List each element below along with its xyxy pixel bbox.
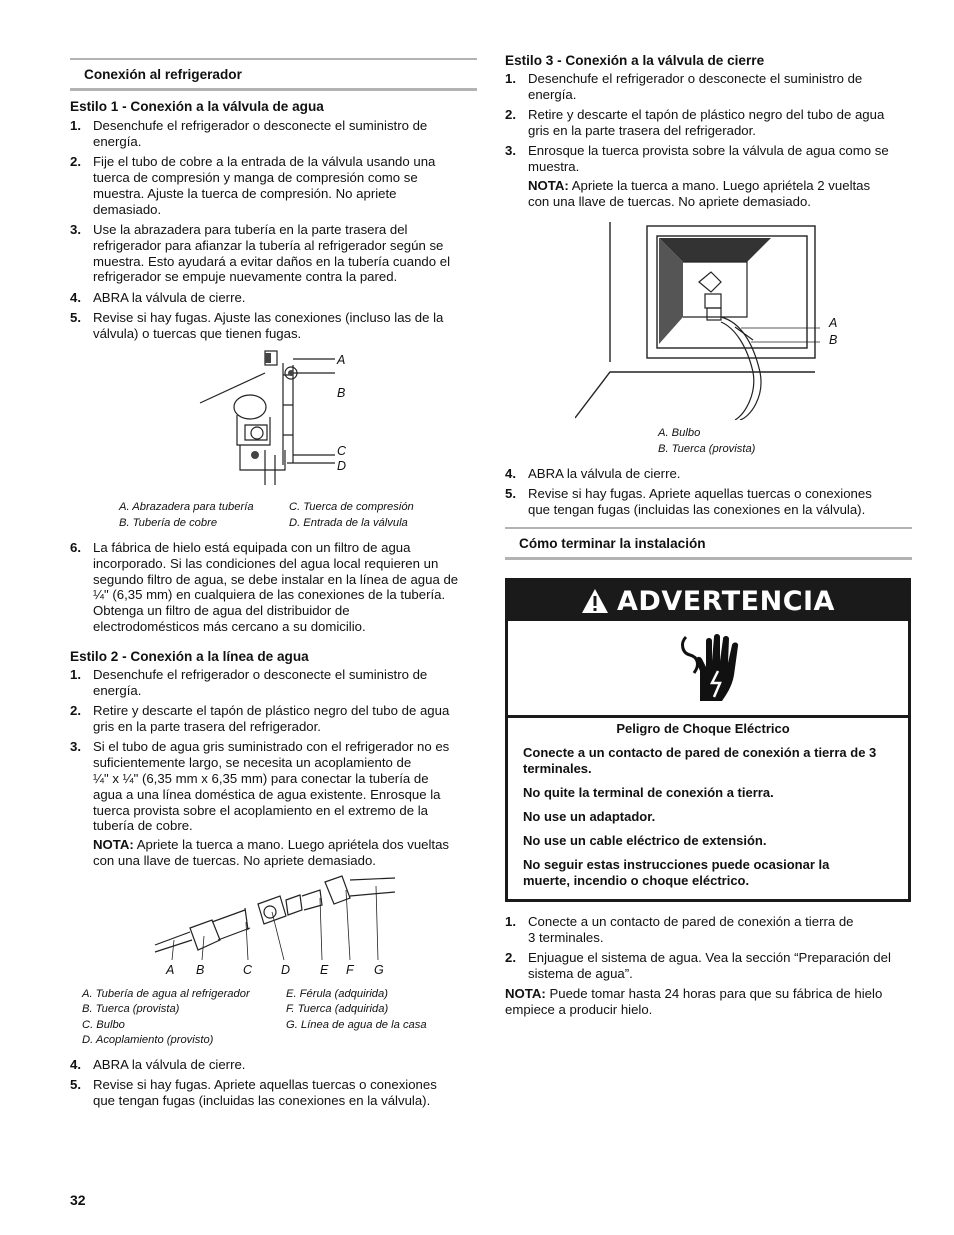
step-line: Revise si hay fugas. Apriete aquellas tuercas o conexiones — [528, 486, 872, 502]
fig1-label-d: D — [337, 459, 347, 473]
step-text — [528, 107, 912, 139]
step-line: energía. — [93, 133, 142, 149]
fig3-label-a: A — [829, 316, 838, 330]
step-line: segundo filtro de agua, se debe instalar en la línea de agua de — [93, 571, 459, 587]
step-line: incorporado. Si las condiciones del agua local requieren un — [93, 555, 439, 571]
valve-clamp-figure — [195, 345, 360, 495]
step-line: válvula) o tuercas que tienen fugas. — [93, 325, 302, 341]
warning-heading: Peligro de Choque Eléctrico — [616, 721, 790, 736]
fig2-caption-e: E. Férula (adquirida) — [286, 988, 388, 1000]
step-number: 3. — [70, 739, 81, 755]
section-title-connection: Conexión al refrigerador — [84, 67, 242, 82]
style1-title: Estilo 1 - Conexión a la válvula de agua — [70, 99, 324, 114]
step-text — [93, 540, 477, 635]
step-line: Obtenga un filtro de agua del distribuidor de — [93, 603, 350, 619]
warning-title: ADVERTENCIA — [617, 585, 835, 617]
step-text — [528, 466, 912, 482]
fig2-label-g: G — [374, 963, 384, 977]
fig2-label-f: F — [346, 963, 354, 977]
fig3-caption-a: A. Bulbo — [658, 427, 701, 439]
step-number: 6. — [70, 540, 81, 555]
step-line: Fije el tubo de cobre a la entrada de la válvula usando una — [93, 154, 436, 170]
finish-note-line2: empiece a producir hielo. — [505, 1001, 653, 1017]
finish-section-title: Cómo terminar la instalación — [519, 536, 706, 551]
fig2-caption-g: G. Línea de agua de la casa — [286, 1019, 427, 1031]
step-line: muestra. Ajuste la tuerca de compresión. No apriete — [93, 185, 397, 201]
step-text — [93, 310, 477, 342]
step-number: 2. — [505, 107, 516, 123]
step-number: 1. — [505, 914, 516, 929]
step-number: 2. — [70, 703, 81, 719]
step-line: Enrosque la tuerca provista sobre la válvula de agua como se — [528, 143, 889, 159]
step-line: refrigerador para afianzar la tubería al refrigerador según se — [93, 237, 444, 253]
fig1-caption-c: C. Tuerca de compresión — [289, 501, 414, 513]
fig2-label-d: D — [281, 963, 291, 977]
step-line: muestra. — [528, 159, 580, 175]
step-line: Retire y descarte el tapón de plástico negro del tubo de agua — [528, 107, 885, 123]
style3-note-line1: Apriete la tuerca a mano. Luego apriételа 2 vueltas — [568, 178, 871, 193]
step-line: refrigerador se empuje nuevamente contra la pared. — [93, 269, 398, 285]
fig2-caption-d: D. Acoplamiento (provisto) — [82, 1034, 214, 1046]
step-text — [93, 1057, 477, 1073]
step-number: 5. — [70, 310, 81, 326]
warning-line-1: Conecte a un contacto de pared de conexión a tierra de 3 terminales. — [523, 745, 877, 776]
step-line: Si el tubo de agua gris suministrado con el refrigerador no es — [93, 739, 450, 755]
warning-line-2: No quite la terminal de conexión a tierra. — [523, 785, 774, 800]
water-line-fittings-figure — [150, 870, 400, 965]
step-text — [93, 703, 477, 735]
step-line: Desenchufe el refrigerador o desconecte el suministro de — [93, 667, 428, 682]
step-text — [93, 118, 477, 150]
step-text — [528, 71, 912, 103]
finish-note-line1: Puede tomar hasta 24 horas para que su fábrica de hielo — [545, 986, 883, 1001]
style2-note-line1: Apriete la tuerca a mano. Luego apriételа dos vueltas — [133, 837, 450, 852]
fig1-caption-a: A. Abrazadera para tubería — [119, 501, 254, 513]
step-number: 4. — [70, 289, 81, 305]
step-text — [93, 222, 477, 285]
step-number: 1. — [505, 71, 516, 86]
step-line: Revise si hay fugas. Ajuste las conexiones (incluso las de la — [93, 310, 444, 326]
fig2-label-b: B — [196, 963, 205, 977]
step-line: suficientemente largo, se necesita un acoplamiento de — [93, 755, 412, 771]
step-number: 4. — [505, 466, 516, 481]
step-line: ¼" x ¼" (6,35 mm x 6,35 mm) para conectar la tubería de — [93, 770, 429, 786]
fig1-label-a: A — [337, 353, 346, 367]
warning-line-4: No use un cable eléctrico de extensión. — [523, 833, 767, 848]
step-line: ABRA la válvula de cierre. — [93, 289, 246, 305]
step-text — [93, 154, 477, 217]
step-line: gris en la parte trasera del refrigerador. — [93, 718, 321, 734]
step-line: Use la abrazadera para tubería en la parte trasera del — [93, 222, 408, 237]
warning-line-5: No seguir estas instrucciones puede ocasionar la muerte, incendio o choque eléctrico. — [523, 857, 830, 888]
step-line: demasiado. — [93, 201, 162, 217]
step-line: ABRA la válvula de cierre. — [93, 1057, 246, 1072]
style2-title: Estilo 2 - Conexión a la línea de agua — [70, 649, 309, 664]
step-line: Desenchufe el refrigerador o desconecte el suministro de — [528, 71, 863, 86]
fig2-caption-a: A. Tubería de agua al refrigerador — [82, 988, 250, 1000]
fig2-label-e: E — [320, 963, 329, 977]
step-number: 5. — [70, 1077, 81, 1093]
step-line: tuerca de compresión y manga de compresión como se — [93, 169, 418, 185]
style2-note-label: NOTA: — [93, 837, 134, 852]
step-number: 3. — [70, 222, 81, 237]
warning-triangle-icon — [581, 588, 609, 614]
step-line: sistema de agua”. — [528, 965, 633, 981]
finish-note — [505, 986, 912, 1018]
warning-box — [505, 578, 911, 902]
style3-note — [528, 178, 912, 210]
fig2-caption-c: C. Bulbo — [82, 1019, 125, 1031]
step-line: ABRA la válvula de cierre. — [528, 466, 681, 481]
step-line: Conecte a un contacto de pared de conexión a tierra de — [528, 914, 854, 929]
step-line: tubería de cobre. — [93, 818, 193, 834]
section-rule-bottom — [70, 88, 477, 91]
style3-note-line2: con una llave de tuercas. No apriete demasiado. — [528, 193, 811, 209]
step-number: 2. — [70, 154, 81, 170]
step-number: 2. — [505, 950, 516, 966]
fig1-label-b: B — [337, 386, 346, 400]
step-text — [93, 290, 477, 306]
fig2-label-c: C — [243, 963, 253, 977]
fig3-label-b: B — [829, 333, 838, 347]
warning-icon-row — [508, 621, 908, 718]
step-number: 1. — [70, 118, 81, 133]
electric-shock-hand-icon — [678, 631, 748, 703]
step-number: 4. — [70, 1057, 81, 1072]
step-line: tuerca provista sobre el acoplamiento en el extremo de la — [93, 802, 428, 818]
step-line: muestra. Esto ayudará a evitar daños en la tubería cuando el — [93, 253, 451, 269]
finish-rule-bottom — [505, 557, 912, 560]
step-text — [528, 950, 912, 982]
fig1-label-c: C — [337, 444, 347, 458]
step-number: 5. — [505, 486, 516, 502]
step-line: La fábrica de hielo está equipada con un filtro de agua — [93, 540, 411, 555]
step-line: que tengan fugas (incluidas las conexiones en la válvula). — [93, 1093, 431, 1109]
finish-note-label: NOTA: — [505, 986, 546, 1001]
style2-note-line2: con una llave de tuercas. No apriete demasiado. — [93, 852, 376, 868]
step-line: ¼" (6,35 mm) en cualquiera de las conexiones de la tubería. — [93, 587, 446, 603]
warning-body — [523, 721, 898, 897]
step-text — [93, 667, 477, 699]
fig2-caption-f: F. Tuerca (adquirida) — [286, 1003, 389, 1015]
fig2-label-a: A — [166, 963, 175, 977]
shutoff-valve-figure — [575, 222, 820, 420]
step-line: electrodomésticos más cercano a su domicilio. — [93, 618, 366, 634]
step-number: 3. — [505, 143, 516, 159]
step-line: energía. — [528, 86, 577, 102]
fig2-caption-b: B. Tuerca (provista) — [82, 1003, 180, 1015]
step-line: Retire y descarte el tapón de plástico negro del tubo de agua — [93, 703, 450, 719]
step-number: 1. — [70, 667, 81, 682]
fig3-caption-b: B. Tuerca (provista) — [658, 443, 756, 455]
step-line: Enjuague el sistema de agua. Vea la sección “Preparación del — [528, 950, 891, 966]
step-line: 3 terminales. — [528, 929, 604, 945]
step-text — [528, 143, 912, 175]
style3-title: Estilo 3 - Conexión a la válvula de cierre — [505, 53, 765, 68]
step-line: gris en la parte trasera del refrigerador. — [528, 122, 756, 138]
step-line: que tengan fugas (incluidas las conexiones en la válvula). — [528, 502, 866, 518]
warning-bar — [508, 581, 908, 621]
step-line: Revise si hay fugas. Apriete aquellas tuercas o conexiones — [93, 1077, 437, 1093]
style2-note — [93, 837, 477, 869]
fig1-caption-b: B. Tubería de cobre — [119, 517, 218, 529]
step-line: agua a una línea doméstica de agua existente. Enrosque la — [93, 786, 441, 802]
section-rule-top — [70, 58, 477, 60]
page-number: 32 — [70, 1192, 86, 1208]
step-text — [93, 1077, 477, 1109]
finish-rule-top — [505, 527, 912, 529]
step-line: Desenchufe el refrigerador o desconecte el suministro de — [93, 118, 428, 133]
fig1-caption-d: D. Entrada de la válvula — [289, 517, 408, 529]
style3-note-label: NOTA: — [528, 178, 569, 193]
step-text — [93, 739, 477, 834]
step-text — [528, 914, 912, 946]
step-text — [528, 486, 912, 518]
warning-line-3: No use un adaptador. — [523, 809, 656, 824]
step-line: energía. — [93, 682, 142, 698]
